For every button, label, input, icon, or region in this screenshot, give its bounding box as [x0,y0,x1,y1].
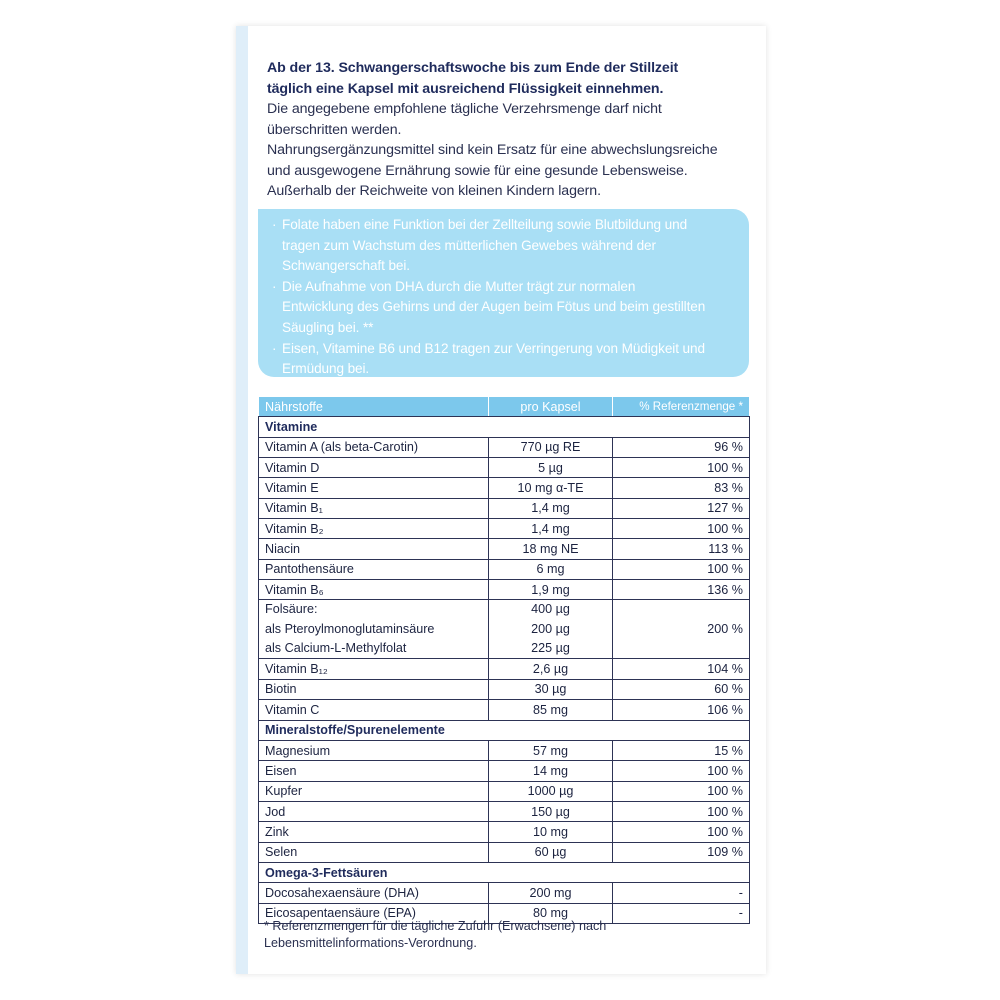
usage-instructions [267,58,747,202]
nutrient-name: Selen [259,842,489,862]
nutrient-amount: 5 µg [489,458,613,478]
nutrient-amount: 770 µg RE [489,437,613,457]
nutrient-name: Vitamin B₁₂ [259,659,489,679]
package-panel [236,26,766,974]
nutrient-amount: 10 mg [489,822,613,842]
nutrient-table [258,396,750,924]
claim-iron-vitamins: · Eisen, Vitamine B6 und B12 tragen zur Verringerung von Müdigkeit und Ermüdung bei. [272,339,739,380]
nutrient-amount: 150 µg [489,801,613,821]
nutrient-reference: 100 % [613,559,750,579]
nutrient-reference: 100 % [613,822,750,842]
table-row [259,822,750,842]
section-row-omega [259,862,750,882]
nutrient-reference: 100 % [613,458,750,478]
nutrient-amount: 200 mg [489,883,613,903]
table-row [259,842,750,862]
table-row [259,801,750,821]
table-row [259,559,750,579]
table-row [259,740,750,760]
nutrient-name: Eisen [259,761,489,781]
supplement-note-2: und ausgewogene Ernährung sowie für eine gesunde Lebensweise. [267,162,688,179]
table-row [259,580,750,600]
nutrient-reference: 15 % [613,740,750,760]
health-claims-box [258,209,749,377]
nutrient-amount: 18 mg NE [489,539,613,559]
section-title: Vitamine [259,417,750,437]
table-row [259,700,750,720]
section-row-minerals [259,720,750,740]
claim-dha: · Die Aufnahme von DHA durch die Mutter trägt zur normalen Entwicklung des Gehirns und der Augen beim Fötus und beim gestillten Säugling bei. ** [272,277,739,339]
nutrient-name: Pantothensäure [259,559,489,579]
nutrient-name: Biotin [259,679,489,699]
table-header-row [259,397,750,417]
nutrient-reference: 100 % [613,801,750,821]
side-strip [236,26,248,974]
nutrient-name: Vitamin B₁ [259,498,489,518]
nutrient-amount: 1,9 mg [489,580,613,600]
nutrient-amount: 60 µg [489,842,613,862]
nutrient-reference: - [613,883,750,903]
nutrient-amount: 2,6 µg [489,659,613,679]
nutrient-amount: 400 µg 200 µg 225 µg [489,600,613,659]
table-row [259,478,750,498]
nutrient-reference: 109 % [613,842,750,862]
warning-line-2: überschritten werden. [267,121,402,138]
footnote: * Referenzmengen für die tägliche Zufuhr (Erwachsene) nach Lebensmittelinformations-Verordnung. [264,919,607,950]
nutrient-name: Kupfer [259,781,489,801]
nutrient-amount: 57 mg [489,740,613,760]
nutrient-reference: 104 % [613,659,750,679]
table-row [259,539,750,559]
table-row [259,519,750,539]
nutrient-amount: 14 mg [489,761,613,781]
nutrient-name: Eicosapentaensäure (EPA) [259,903,489,923]
table-row [259,883,750,903]
nutrient-reference: 100 % [613,781,750,801]
table-row [259,498,750,518]
claim-folate: · Folate haben eine Funktion bei der Zellteilung sowie Blutbildung und tragen zum Wachstum des mütterlichen Gewebes während der Schwangerschaft bei. [272,215,739,277]
warning-line-1: Die angegebene empfohlene tägliche Verzehrsmenge darf nicht [267,101,662,117]
nutrient-reference: 127 % [613,498,750,518]
nutrient-name: Niacin [259,539,489,559]
section-title: Mineralstoffe/Spurenelemente [259,720,750,740]
header-per-capsule: pro Kapsel [489,397,613,417]
section-title: Omega-3-Fettsäuren [259,862,750,882]
table-row [259,458,750,478]
nutrient-name: Vitamin D [259,458,489,478]
nutrient-reference: 96 % [613,437,750,457]
nutrient-name: Vitamin E [259,478,489,498]
nutrient-reference: - [613,903,750,923]
nutrient-name: Zink [259,822,489,842]
nutrient-amount: 1,4 mg [489,519,613,539]
nutrient-amount: 1000 µg [489,781,613,801]
nutrient-reference: 106 % [613,700,750,720]
section-row-vitamine [259,417,750,437]
dosage-line-1: Ab der 13. Schwangerschaftswoche bis zum Ende der Stillzeit [267,60,679,76]
header-reference: % Referenzmenge * [613,397,750,417]
nutrient-reference: 200 % [613,600,750,659]
nutrient-reference: 113 % [613,539,750,559]
nutrient-amount: 80 mg [489,903,613,923]
nutrient-amount: 85 mg [489,700,613,720]
nutrient-name: Magnesium [259,740,489,760]
nutrient-name: Vitamin B₂ [259,519,489,539]
nutrient-name: Jod [259,801,489,821]
table-row-folsaeure [259,600,750,659]
table-row [259,659,750,679]
nutrient-reference: 83 % [613,478,750,498]
nutrient-name: Vitamin A (als beta-Carotin) [259,437,489,457]
nutrient-name: Vitamin C [259,700,489,720]
table-row [259,437,750,457]
nutrient-reference: 100 % [613,519,750,539]
nutrient-name: Folsäure: als Pteroylmonoglutaminsäure als Calcium-L-Methylfolat [259,600,489,659]
header-nutrients: Nährstoffe [259,397,489,417]
nutrient-amount: 6 mg [489,559,613,579]
nutrient-amount: 10 mg α-TE [489,478,613,498]
dosage-line-2: täglich eine Kapsel mit ausreichend Flüssigkeit einnehmen. [267,80,664,97]
nutrient-name: Docosahexaensäure (DHA) [259,883,489,903]
nutrient-name: Vitamin B₆ [259,580,489,600]
nutrient-reference: 60 % [613,679,750,699]
table-row [259,679,750,699]
table-row [259,761,750,781]
supplement-note-1: Nahrungsergänzungsmittel sind kein Ersatz für eine abwechslungsreiche [267,142,718,158]
nutrient-amount: 30 µg [489,679,613,699]
nutrient-reference: 136 % [613,580,750,600]
table-row [259,781,750,801]
storage-note: Außerhalb der Reichweite von kleinen Kindern lagern. [267,183,601,199]
nutrient-amount: 1,4 mg [489,498,613,518]
nutrient-reference: 100 % [613,761,750,781]
